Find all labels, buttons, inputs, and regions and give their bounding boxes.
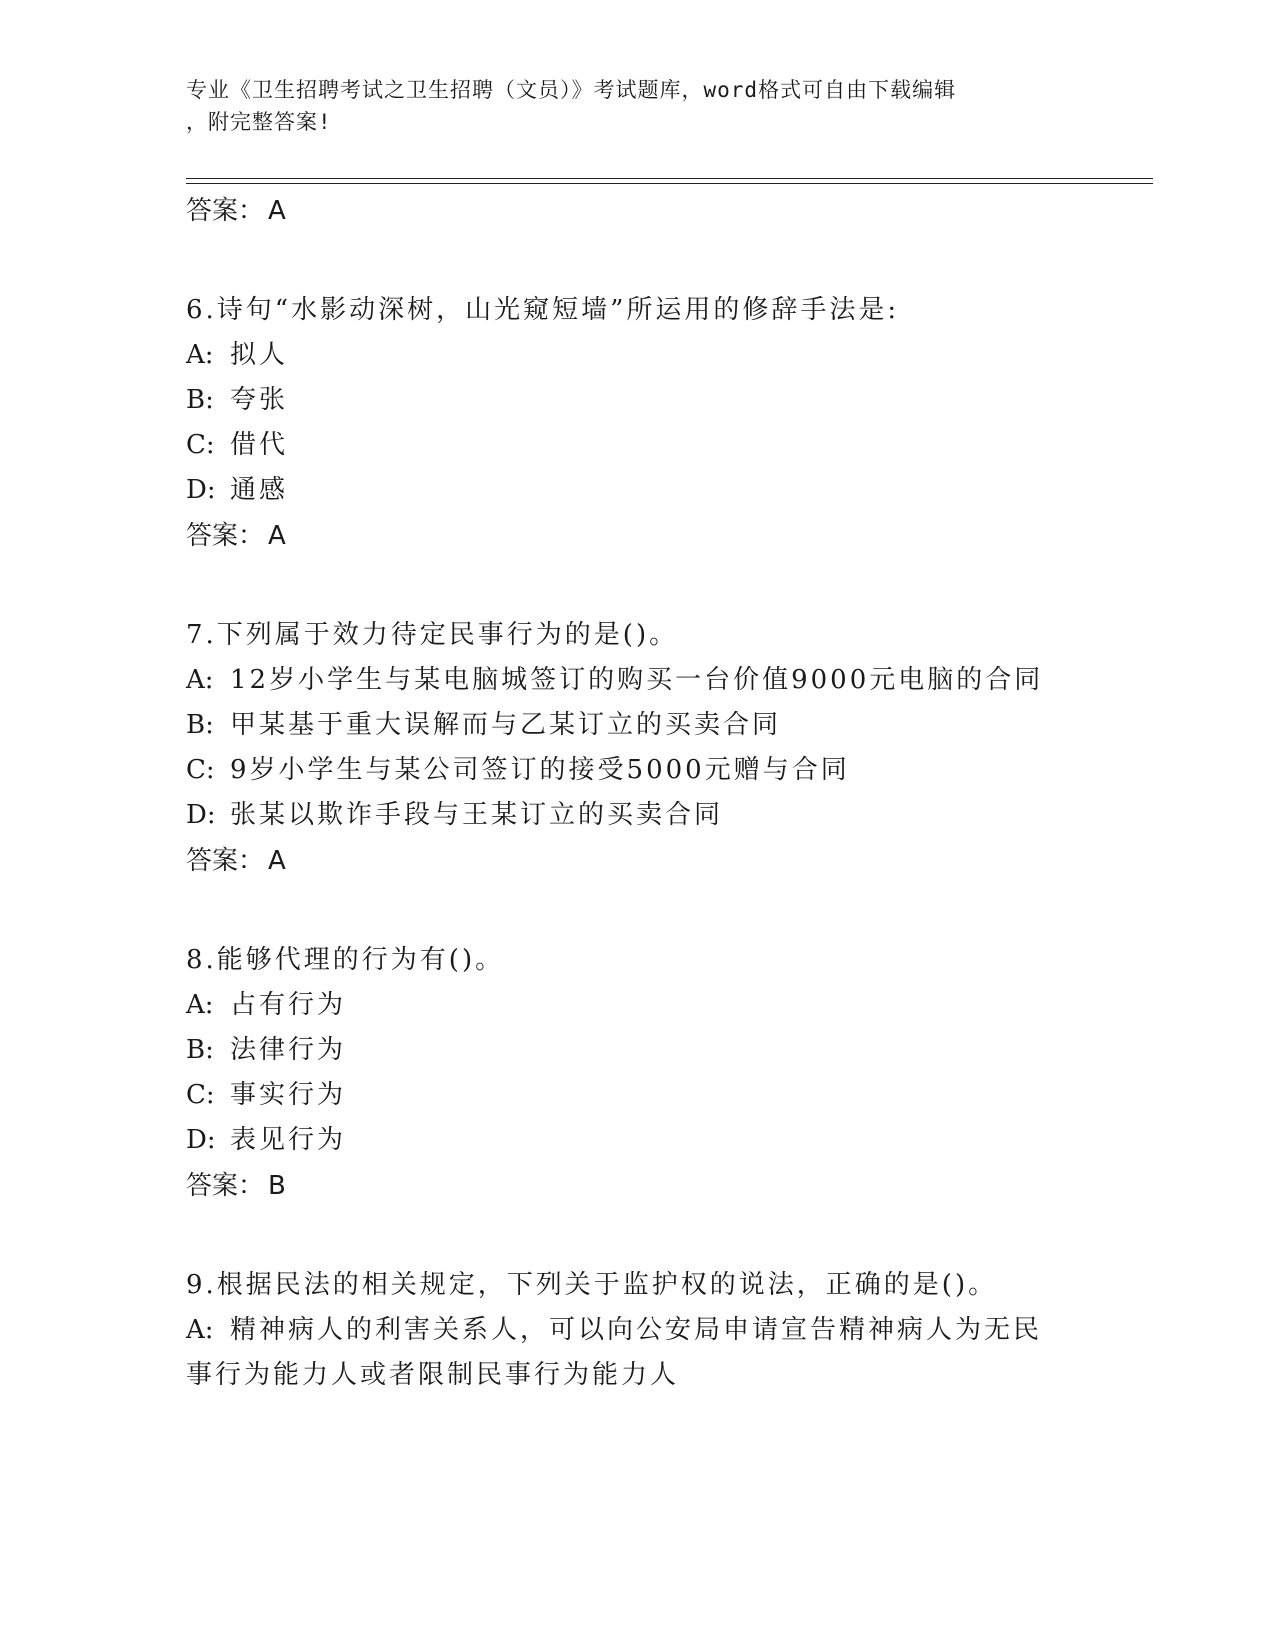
option-item — [186, 1073, 1086, 1118]
answer-line — [186, 838, 1086, 884]
answer-label: 答案： — [186, 1171, 265, 1201]
option-item — [186, 468, 1086, 513]
option-letter: A: — [186, 1315, 214, 1345]
option-item — [186, 748, 1086, 793]
header-divider-bottom — [186, 183, 1153, 184]
option-letter: A: — [186, 990, 214, 1020]
question-block — [186, 1263, 1086, 1398]
answer-value: B — [268, 1171, 286, 1201]
question-list — [186, 188, 1086, 1398]
answer-line — [186, 513, 1086, 559]
option-letter: B: — [186, 1035, 214, 1065]
answer-label: 答案： — [186, 521, 265, 551]
option-letter: D: — [186, 475, 216, 505]
answer-label: 答案： — [186, 196, 265, 226]
question-title: 8.能够代理的行为有()。 — [186, 945, 505, 975]
option-letter: A: — [186, 340, 214, 370]
option-text: 通感 — [230, 475, 289, 505]
header-divider-top — [186, 178, 1153, 179]
option-text: 精神病人的利害关系人，可以向公安局申请宣告精神病人为无民事行为能力人或者限制民事行为能力人 — [186, 1315, 1043, 1390]
option-item — [186, 1118, 1086, 1163]
option-text: 借代 — [230, 430, 289, 460]
option-item — [186, 983, 1086, 1028]
option-text: 拟人 — [230, 340, 289, 370]
option-letter: B: — [186, 710, 214, 740]
option-text: 表见行为 — [230, 1125, 347, 1155]
question-title: 9.根据民法的相关规定，下列关于监护权的说法，正确的是()。 — [186, 1270, 998, 1300]
option-letter: D: — [186, 800, 216, 830]
option-item — [186, 1308, 1066, 1398]
option-text: 法律行为 — [230, 1035, 347, 1065]
option-letter: D: — [186, 1125, 216, 1155]
option-text: 事实行为 — [230, 1080, 347, 1110]
question-block — [186, 613, 1086, 884]
answer-value: A — [268, 196, 286, 226]
option-item — [186, 1028, 1086, 1073]
page-header — [186, 74, 1066, 138]
answer-value: A — [268, 846, 286, 876]
option-text: 9岁小学生与某公司签订的接受5000元赠与合同 — [230, 755, 850, 785]
option-item — [186, 333, 1086, 378]
answer-line — [186, 1163, 1086, 1209]
option-letter: C: — [186, 755, 215, 785]
option-item — [186, 378, 1086, 423]
question-block — [186, 288, 1086, 559]
header-line-1: 专业《卫生招聘考试之卫生招聘（文员）》考试题库，word格式可自由下载编辑 — [186, 78, 957, 102]
option-text: 甲某基于重大误解而与乙某订立的买卖合同 — [230, 710, 782, 740]
option-letter: B: — [186, 385, 214, 415]
answer-value: A — [268, 521, 286, 551]
option-letter: C: — [186, 430, 215, 460]
question-block — [186, 938, 1086, 1209]
option-item — [186, 658, 1086, 703]
option-text: 占有行为 — [230, 990, 347, 1020]
question-title: 6.诗句“水影动深树，山光窥短墙”所运用的修辞手法是: — [186, 295, 900, 325]
option-item — [186, 793, 1086, 838]
answer-line — [186, 188, 1086, 234]
option-item — [186, 423, 1086, 468]
option-item — [186, 703, 1086, 748]
option-text: 12岁小学生与某电脑城签订的购买一台价值9000元电脑的合同 — [230, 665, 1044, 695]
option-text: 夸张 — [230, 385, 289, 415]
option-letter: C: — [186, 1080, 215, 1110]
option-text: 张某以欺诈手段与王某订立的买卖合同 — [230, 800, 724, 830]
answer-label: 答案： — [186, 846, 265, 876]
option-letter: A: — [186, 665, 214, 695]
question-title: 7.下列属于效力待定民事行为的是()。 — [186, 620, 679, 650]
header-line-2: ，附完整答案! — [186, 110, 332, 134]
